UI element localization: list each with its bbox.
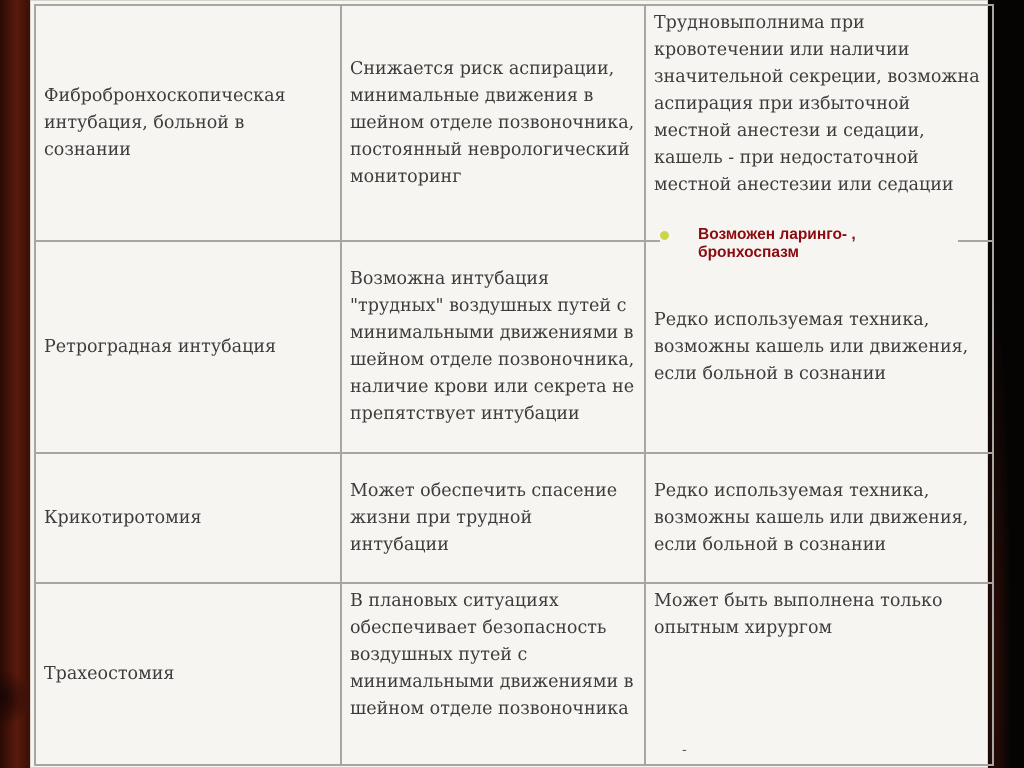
disadvantages-cell xyxy=(645,453,993,583)
comparison-table xyxy=(34,4,994,766)
advantages-text: В плановых ситуациях обеспечивает безопасность воздушных путей с минимальными движениями в шейном отделе позвоночника xyxy=(350,591,634,719)
advantages-text: Может обеспечить спасение жизни при трудной интубации xyxy=(350,480,618,555)
advantages-text: Снижается риск аспирации, минимальные движения в шейном отделе позвоночника, постоянный неврологический мониторинг xyxy=(350,58,635,187)
method-text: Крикотиротомия xyxy=(44,507,202,528)
table-row xyxy=(35,5,993,241)
table-row xyxy=(35,583,993,765)
overlay-bullet-note xyxy=(660,226,958,262)
advantages-cell xyxy=(341,241,645,453)
disadvantages-cell xyxy=(645,5,993,241)
method-cell xyxy=(35,241,341,453)
method-cell xyxy=(35,5,341,241)
left-decorative-strip xyxy=(0,0,30,768)
slide-page xyxy=(30,0,988,768)
table-row xyxy=(35,453,993,583)
method-cell xyxy=(35,583,341,765)
disadvantages-text: Может быть выполнена только опытным хирургом xyxy=(654,591,943,638)
method-cell xyxy=(35,453,341,583)
table-row xyxy=(35,241,993,453)
disadvantages-text: Редко используемая техника, возможны кашель или движения, если больной в сознании xyxy=(654,309,969,384)
method-text: Фибробронхоскопическая интубация, больной в сознании xyxy=(44,85,286,160)
advantages-cell xyxy=(341,5,645,241)
advantages-cell xyxy=(341,583,645,765)
dash-mark: - xyxy=(682,742,687,758)
advantages-cell xyxy=(341,453,645,583)
disadvantages-text: Редко используемая техника, возможны кашель или движения, если больной в сознании xyxy=(654,480,969,555)
overlay-note-text: Возможен ларинго- , бронхоспазм xyxy=(698,226,856,261)
bullet-dot-icon xyxy=(660,231,669,240)
clipped-text-box xyxy=(654,10,984,225)
method-text: Ретроградная интубация xyxy=(44,336,277,357)
disadvantages-text: Трудновыполнима при кровотечении или наличии значительной секреции, возможна аспирация при избыточной местной анестези и седации, кашель - при недостаточной местной анестезии или седации xyxy=(654,13,980,195)
method-text: Трахеостомия xyxy=(44,663,175,684)
disadvantages-cell xyxy=(645,241,993,453)
advantages-text: Возможна интубация "трудных" воздушных путей с минимальными движениями в шейном отделе позвоночника, наличие крови или секрета не препятствует интубации xyxy=(350,269,635,424)
disadvantages-cell xyxy=(645,583,993,765)
